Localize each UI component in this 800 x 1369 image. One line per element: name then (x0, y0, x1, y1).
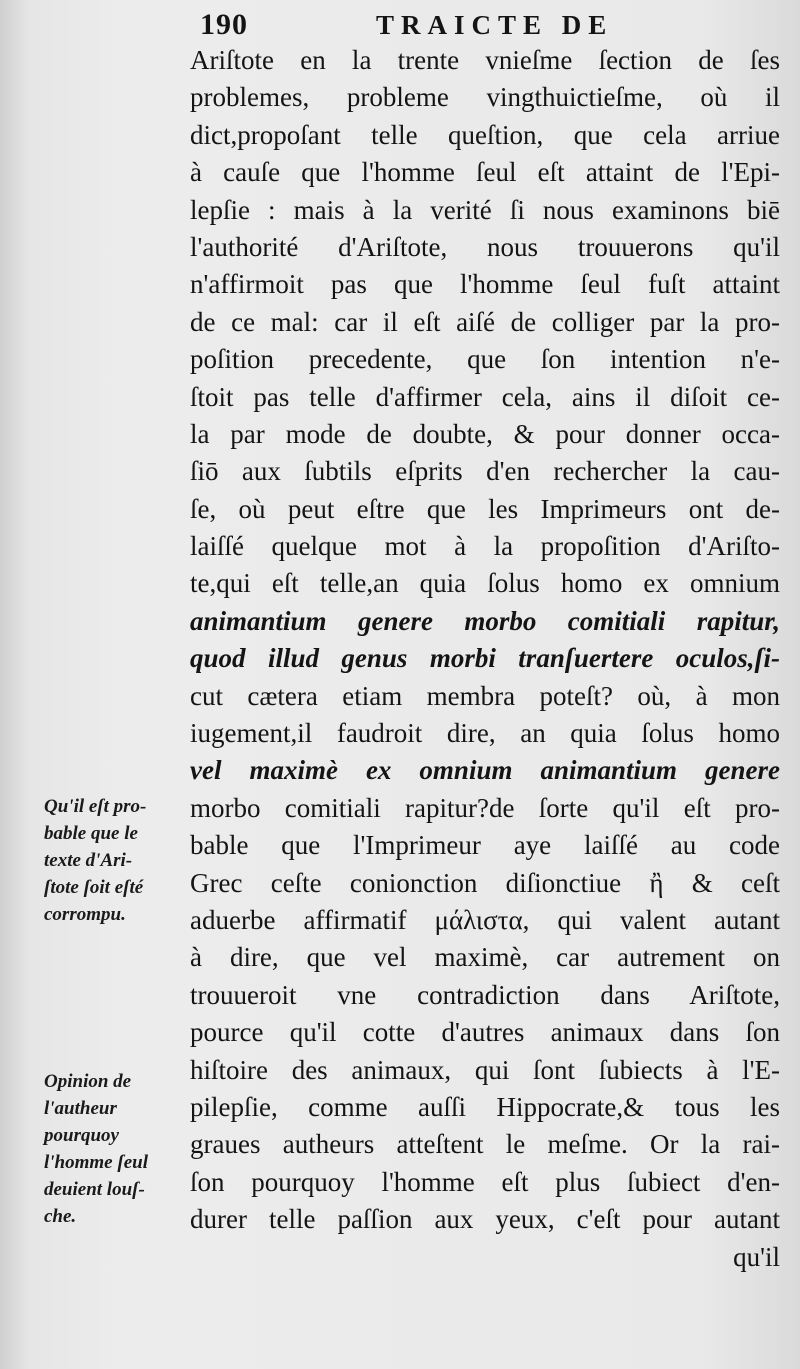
margin-note-line: l'homme ſeul (44, 1152, 148, 1173)
margin-note-line: l'autheur (44, 1098, 117, 1119)
margin-note-line: deuient louſ- (44, 1179, 145, 1200)
running-title: TRAICTE DE (376, 10, 614, 40)
text-line: à cauſe que l'homme ſeul eſt attaint de l'Epi- (190, 157, 780, 188)
margin-note-line: Qu'il eſt pro- (44, 796, 147, 817)
margin-note-line: che. (44, 1206, 77, 1227)
margin-note-line: pourquoy (44, 1125, 119, 1146)
text-line-italic (190, 603, 780, 640)
text-line: te,qui eſt telle,an quia ſolus homo ex omnium (190, 568, 780, 599)
text-line: la par mode de doubte, & pour donner occa- (190, 418, 780, 449)
text-line: à dire, que vel maximè, car autrement on (190, 942, 780, 973)
text-line: aduerbe affirmatif μάλιστα, qui valent autant (190, 904, 780, 935)
text-line: problemes, probleme vingthuictieſme, où il (190, 82, 780, 113)
margin-note-author-opinion (44, 1068, 190, 1230)
text-line: ſon pourquoy l'homme eſt plus ſubiect d'en- (190, 1166, 780, 1197)
text-line: pource qu'il cotte d'autres animaux dans ſon (190, 1017, 780, 1048)
text-line-italic (190, 752, 780, 789)
text-line: cut cætera etiam membra poteſt? où, à mon (190, 680, 780, 711)
latin-quotation: vel maximè ex omnium animantium genere (190, 755, 780, 786)
latin-quotation: animantium genere morbo comitiali rapitur, (190, 605, 780, 636)
text-line: bable que l'Imprimeur aye laiſſé au code (190, 830, 780, 861)
text-line: trouueroit vne contradiction dans Ariſtote, (190, 979, 780, 1010)
text-line: durer telle paſſion aux yeux, c'eſt pour autant (190, 1204, 780, 1235)
text-line: hiſtoire des animaux, qui ſont ſubiects à l'E- (190, 1054, 780, 1085)
text-line: dict,propoſant telle queſtion, que cela arriue (190, 119, 780, 150)
latin-quotation: quod illud genus morbi tranſuertere oculos,ſi- (190, 643, 780, 674)
text-line-italic (190, 640, 780, 677)
text-line: ſtoit pas telle d'affirmer cela, ains il diſoit ce- (190, 381, 780, 412)
text-line: laiſſé quelque mot à la propoſition d'Ariſto- (190, 531, 780, 562)
text-line: de ce mal: car il eſt aiſé de colliger par la pro- (190, 306, 780, 337)
margin-note-line: ſtote ſoit eſté (44, 877, 144, 898)
text-line: ſiō aux ſubtils eſprits d'en rechercher la cau- (190, 456, 780, 487)
margin-note-line: texte d'Ari- (44, 850, 133, 871)
catchword: qu'il (733, 1241, 780, 1272)
main-text-block (190, 42, 780, 1276)
text-line: n'affirmoit pas que l'homme ſeul fuſt attaint (190, 269, 780, 300)
text-line: Ariſtote en la trente vnieſme ſection de ſes (190, 45, 780, 75)
page-header (198, 6, 778, 44)
margin-note-line: bable que le (44, 823, 138, 844)
margin-note-text-corrupted (44, 793, 190, 928)
text-line: morbo comitiali rapitur?de ſorte qu'il eſt pro- (190, 792, 780, 823)
text-line: graues autheurs atteſtent le meſme. Or la rai- (190, 1129, 780, 1160)
text-line: poſition precedente, que ſon intention n'e- (190, 344, 780, 375)
text-line: lepſie : mais à la verité ſi nous examinons biē (190, 194, 780, 225)
page-number: 190 (200, 8, 248, 41)
text-line: Grec ceſte conionction diſionctiue ἢ & ceſt (190, 867, 780, 898)
show-through-left-top (40, 205, 180, 325)
text-line: pilepſie, comme auſſi Hippocrate,& tous les (190, 1091, 780, 1122)
margin-note-line: Opinion de (44, 1071, 132, 1092)
text-line: iugement,il faudroit dire, an quia ſolus homo (190, 718, 780, 749)
text-line: l'authorité d'Ariſtote, nous trouuerons qu'il (190, 231, 780, 262)
text-line: ſe, où peut eſtre que les Imprimeurs ont de- (190, 493, 780, 524)
margin-note-line: corrompu. (44, 904, 126, 925)
